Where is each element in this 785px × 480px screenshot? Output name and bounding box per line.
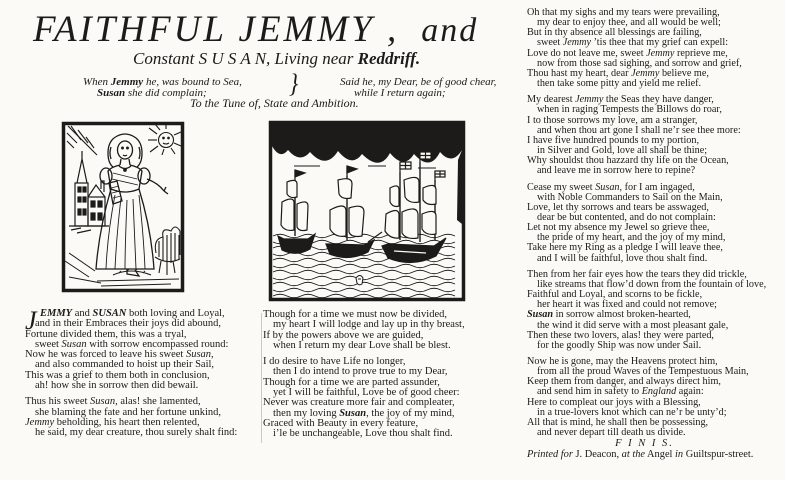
verse-line: Thus his sweet Susan, alas! she lamented, [25,396,201,408]
verse-line: then my loving Susan, the joy of my mind, [273,407,455,419]
verse-line: sweet Susan with sorrow encompassed round: [35,338,229,350]
brace-glyph: } [289,69,299,98]
verse-line: Keep them from danger, and always direct him, [527,376,721,388]
verse-line: and in their Embraces their joys did abound, [35,318,222,330]
paper-crease [261,313,262,443]
verse-line: in Silver and Gold, love all shall be thine; [537,145,708,157]
verse-line: she blaming the fate and her fortune unkind, [35,406,222,418]
verse-line: Faithful and Loyal, and scorns to be fickle, [527,289,703,301]
verse-line: But in thy absence all blessings are failing, [527,27,702,39]
verse-line: Now he was forced to leave his sweet Susan, [25,349,214,361]
verse-line: her heart it was fixed and could not remove; [537,299,717,311]
stanza [527,183,785,264]
verse-line: my heart I will lodge and lay up in thy breast, [273,319,465,331]
verse-line: Why shouldst thou hazzard thy life on the Ocean, [527,155,729,167]
verse-line: with Noble Commanders to Sail on the Main, [537,191,723,203]
epigraph-line: while I return again; [354,86,446,99]
verse-line: Oh that my sighs and my tears were prevailing, [527,7,720,18]
stanza [527,95,785,176]
woodcut-ships [268,120,466,307]
verse-line: Let not my absence my Jewel so grieve thee, [527,222,710,234]
finis-line: F I N I S. [615,438,674,450]
verse-line: sweet Jemmy ’tis thee that my grief can expell: [537,37,729,49]
verse-line: ah! how she in sorrow then did bewail. [35,380,199,392]
left-stanzas [25,306,265,439]
page-subtitle: Constant S U S A N, Living near Reddriff. [133,49,421,68]
right-stanzas [527,8,785,438]
epigraph-left [83,77,242,98]
verse-line: and send him in safety to England again: [537,386,704,398]
verse-line: Then from her fair eyes how the tears they did trickle, [527,268,747,280]
verse-line: I have five hundred pounds to my portion, [527,134,700,146]
verse-line: Jemmy beholding, his heart then relented, [25,416,200,428]
verse-line: and leave me in sorrow here to repine? [537,165,696,177]
verse-line: when in raging Tempests the Billows do roar, [537,104,722,116]
stanza [527,270,785,351]
stanza [263,310,498,351]
column-middle [263,310,498,440]
title-main: FAITHFUL JEMMY , [33,9,400,50]
page-title [33,8,478,51]
tune-line: To the Tune of, State and Ambition. [190,96,359,110]
verse-line: Fortune divided them, this was a tryal, [25,328,187,340]
title-and: and [421,12,479,49]
verse-line: Though for a time we are parted assunder, [263,376,440,388]
epigraph-line: When Jemmy he, was bound to Sea, [83,76,242,88]
verse-line: from all the proud Waves of the Tempestuous Main, [537,366,749,378]
stanza [527,8,785,89]
epigraph-line: Said he, my Dear, be of good chear, [340,76,497,88]
verse-line: when I return my dear Love shall be blest. [273,339,451,351]
verse-line: in a true-lovers knot which can ne’r be unty’d; [537,406,727,418]
verse-line: Graced with Beauty in every feature, [263,417,419,429]
epigraph-right [340,77,496,98]
stanza [25,306,265,392]
verse-line: for the goodly Ship was now under Sail. [537,339,702,351]
verse-line: then I do intend to prove true to my Dear, [273,366,448,378]
stanza [527,357,785,438]
verse-line: Here to compleat our joys with a Blessing, [527,396,701,408]
verse-line: My dearest Jemmy the Seas they have danger, [527,94,714,106]
column-right [527,8,785,461]
verse-line: and never depart till death us divide. [537,427,686,439]
verse-line: If by the powers above we are guided, [263,329,424,341]
verse-line: Then these two lovers, alas! they were parted, [527,329,714,341]
verse-line: Cease my sweet Susan, for I am ingaged, [527,181,695,193]
verse-line: Though for a time we must now be divided, [263,309,448,320]
verse-line: Take here my Ring as a pledge I will leave thee, [527,242,723,254]
middle-stanzas [263,310,498,440]
stanza [263,357,498,439]
drop-cap: J [25,306,37,335]
woodcut-woman [61,121,185,298]
stanza [25,397,265,438]
verse-line: he said, my dear creature, thou surely shalt find: [35,427,238,439]
verse-line: then take some pitty and yield me relief. [537,78,702,90]
verse-line: I do desire to have Life no longer, [263,356,406,368]
verse-line: Susan in sorrow almost broken-hearted, [527,309,691,321]
verse-line: All that is mind, he shall then be possessing, [527,416,709,428]
verse-line: the wind it did serve with a most pleasant gale, [537,319,729,331]
verse-line: Love do not leave me, sweet Jemmy reprieve me, [527,47,728,59]
verse-line: i’le be unchangeable, Love thou shalt find. [273,428,453,440]
verse-line: now from those sad sighing, and sorrow and grief, [537,57,742,69]
verse-line: Love, let thy sorrows and tears be asswaged, [527,201,709,213]
verse-line: dear be but contented, and do not complain: [537,211,716,223]
verse-line: I to those sorrows my love, am a stranger, [527,114,698,126]
imprint-line: Printed for J. Deacon, at the Angel in Guiltspur-street. [527,449,754,461]
verse-line: Thou hast my heart, dear Jemmy believe me, [527,67,709,79]
epigraph-line: Susan she did complain; [97,86,207,99]
verse-line: Now he is gone, may the Heavens protect him, [527,356,718,367]
verse-line: yet I will be faithful, Love be of good cheer: [273,387,460,399]
verse-line: and when thou art gone I shall ne’r see thee more: [537,124,741,136]
verse-line: J EMMY and SUSAN both loving and Loyal, [25,306,225,335]
column-left [25,306,265,439]
verse-line: Never was creature more fair and compleater, [263,397,455,409]
verse-line: and I will be faithful, love thou shalt find. [537,252,708,264]
verse-line: like streams that flow’d down from the fountain of love, [537,278,767,290]
verse-line: the pride of my heart, and the joy of my mind, [537,232,726,244]
verse-line: my dear to enjoy thee, and all would be well; [537,17,721,29]
verse-line: This was a grief to them both in conclusion, [25,369,210,381]
verse-line: and also commanded to hoist up their Sail, [35,359,215,371]
